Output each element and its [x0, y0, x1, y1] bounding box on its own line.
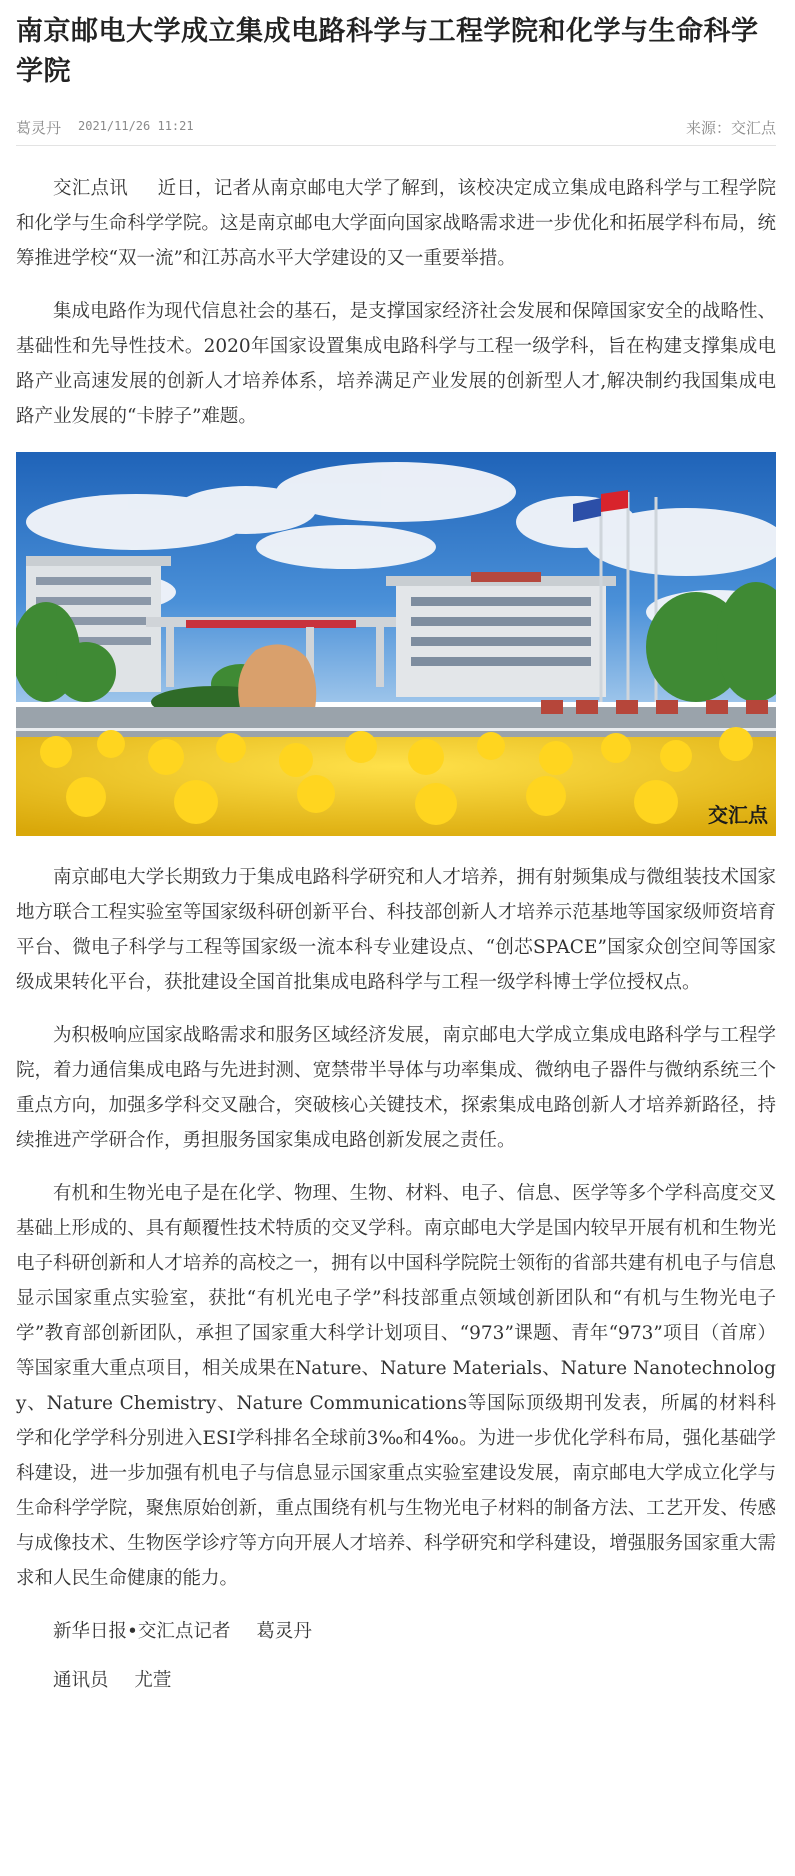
- publish-date: 2021/11/26 11:21: [78, 119, 194, 133]
- article-meta: [16, 111, 776, 146]
- paragraph-text: 近日，记者从南京邮电大学了解到，该校决定成立集成电路科学与工程学院和化学与生命科学学院。这是南京邮电大学面向国家战略需求进一步优化和拓展学科布局，统筹推进学校“双一流”和江苏高水平大学建设的又一重要举措。: [16, 178, 776, 269]
- paragraph-2: 集成电路作为现代信息社会的基石，是支撑国家经济社会发展和保障国家安全的战略性、基础性和先导性技术。2020年国家设置集成电路科学与工程一级学科，旨在构建支撑集成电路产业高速发展的创新人才培养体系，培养满足产业发展的创新型人才,解决制约我国集成电路产业发展的“卡脖子”难题。: [16, 301, 776, 427]
- correspondent-credit: [16, 1663, 776, 1698]
- campus-photo-image: [16, 452, 776, 836]
- article: [16, 0, 776, 1698]
- credit-role: 通讯员: [53, 1670, 109, 1691]
- credit-name: 尤萱: [134, 1670, 172, 1691]
- paragraph-5: 有机和生物光电子是在化学、物理、生物、材料、电子、信息、医学等多个学科高度交叉基础上形成的、具有颠覆性技术特质的交叉学科。南京邮电大学是国内较早开展有机和生物光电子科研创新和人才培养的高校之一，拥有以中国科学院院士领衔的省部共建有机电子与信息显示国家重点实验室，获批“有机光电子学”科技部重点领域创新团队和“有机与生物光电子学”教育部创新团队，承担了国家重大科学计划项目、“973”课题、青年“973”项目（首席）等国家重大重点项目，相关成果在Nature、Nature Materials、Nature Nanotechnology、Nature Chemistry、Nature Communications等国际顶级期刊发表，所属的材料科学和化学学科分别进入ESI学科排名全球前3‰和4‰。为进一步优化学科布局，强化基础学科建设，进一步加强有机电子与信息显示国家重点实验室建设发展，南京邮电大学成立化学与生命科学学院，聚焦原始创新，重点围绕有机与生物光电子材料的制备方法、工艺开发、传感与成像技术、生物医学诊疗等方向开展人才培养、科学研究和学科建设，增强服务国家重大需求和人民生命健康的能力。: [16, 1183, 776, 1589]
- article-body: [16, 171, 776, 1596]
- paragraph-4: 为积极响应国家战略需求和服务区域经济发展，南京邮电大学成立集成电路科学与工程学院，着力通信集成电路与先进封测、宽禁带半导体与功率集成、微纳电子器件与微纳系统三个重点方向，加强多学科交叉融合，突破核心关键技术，探索集成电路创新人才培养新路径，持续推进产学研合作，勇担服务国家集成电路创新发展之责任。: [16, 1025, 776, 1151]
- campus-photo[interactable]: [16, 452, 776, 836]
- author-name[interactable]: 葛灵丹: [16, 119, 62, 137]
- reporter-credit: [16, 1614, 776, 1649]
- dateline: 交汇点讯: [53, 178, 128, 199]
- article-title: 南京邮电大学成立集成电路科学与工程学院和化学与生命科学学院: [16, 16, 759, 87]
- photo-watermark: 交汇点: [708, 803, 768, 827]
- paragraph-1: [16, 171, 776, 276]
- credit-name: 葛灵丹: [256, 1621, 312, 1642]
- article-source: 来源：交汇点: [685, 119, 776, 137]
- right-building: [386, 572, 616, 697]
- credit-role: 新华日报•交汇点记者: [53, 1621, 231, 1642]
- paragraph-3: 南京邮电大学长期致力于集成电路科学研究和人才培养，拥有射频集成与微组装技术国家地方联合工程实验室等国家级科研创新平台、科技部创新人才培养示范基地等国家级师资培育平台、微电子科学与工程等国家级一流本科专业建设点、“创芯SPACE”国家众创空间等国家级成果转化平台，获批建设全国首批集成电路科学与工程一级学科博士学位授权点。: [16, 867, 776, 993]
